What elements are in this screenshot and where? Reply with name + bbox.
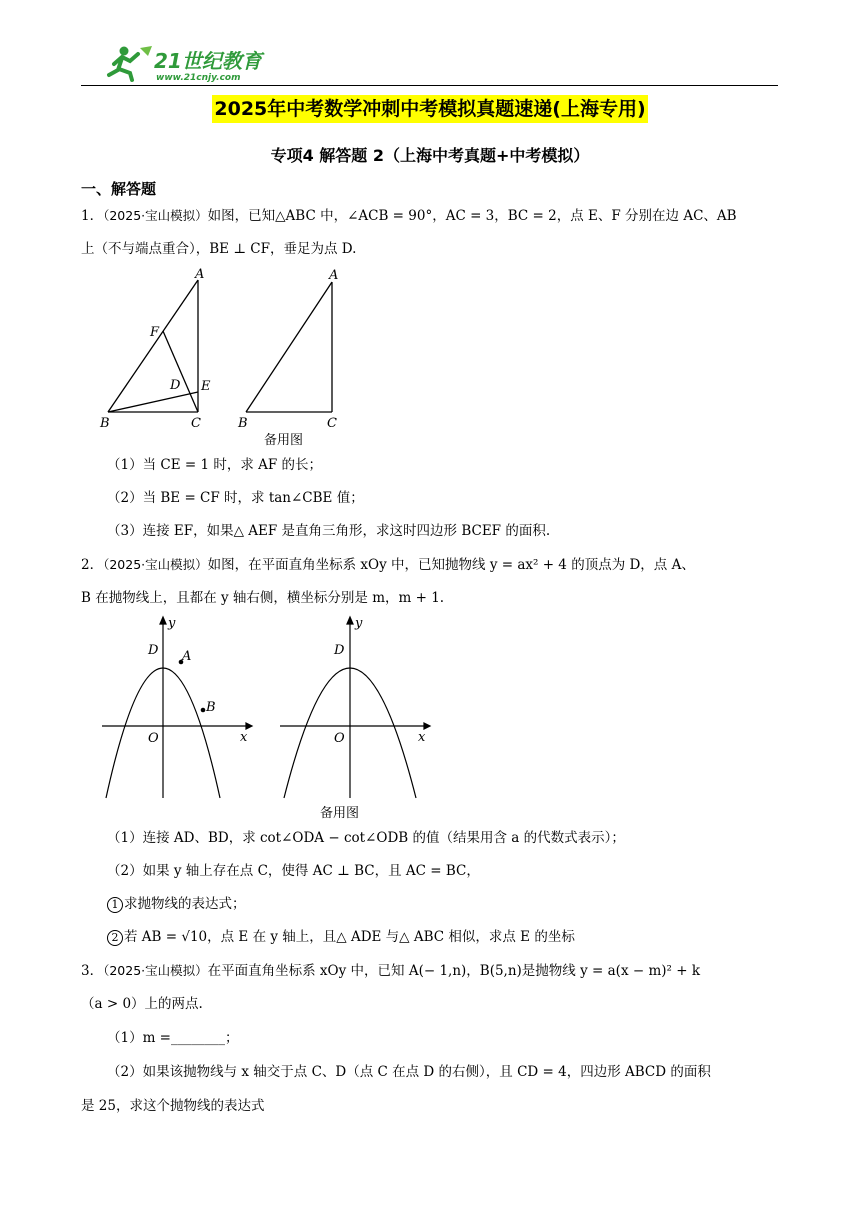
spare-label-B: B: [238, 416, 248, 431]
label-x: x: [240, 730, 248, 745]
label-D: D: [148, 643, 159, 658]
label-C: C: [191, 416, 201, 431]
circled-number: 2: [107, 930, 123, 946]
circled-number: 1: [107, 897, 123, 913]
header-rule: [81, 85, 778, 86]
spare-label-A: A: [329, 268, 339, 283]
q1-line1: 1．（2025·宝山模拟）如图，已知△ABC 中，∠ACB = 90°，AC = 3，BC = 2，点 E、F 分别在边 AC、AB: [81, 208, 737, 224]
q3-last-line: 是 25，求这个抛物线的表达式: [81, 1098, 265, 1114]
x-axis-arrow-icon: [246, 723, 252, 729]
seg-CF: [163, 331, 198, 412]
q1-figure: [96, 264, 222, 432]
spare-label-O: O: [334, 731, 345, 746]
page-title: 2025年中考数学冲刺中考模拟真题速递(上海专用): [212, 95, 647, 123]
q3-line2: （a > 0）上的两点.: [81, 996, 203, 1012]
spare-label-C: C: [327, 416, 337, 431]
point-B: [201, 708, 206, 713]
spare-x-axis-arrow-icon: [424, 723, 430, 729]
label-y: y: [168, 616, 176, 631]
seg-BA: [108, 280, 198, 412]
q2-spare-caption: 备用图: [320, 806, 360, 821]
spare-label-x: x: [418, 730, 426, 745]
q2-sub2: 2 若 AB = √10，点 E 在 y 轴上，且△ ADE 与△ ABC 相似，求点 E 的坐标: [107, 928, 807, 946]
q2-sub1: 1 求抛物线的表达式；: [107, 895, 807, 913]
q2-figure: [96, 614, 256, 800]
logo-mark: 21世纪教育: [154, 49, 262, 73]
spare-y-axis-arrow-icon: [347, 617, 353, 624]
runner-icon: [109, 46, 152, 80]
logo-url: www.21cnjy.com: [156, 73, 241, 83]
label-A: A: [182, 649, 192, 664]
page-subtitle: 专项4 解答题 2（上海中考真题+中考模拟）: [270, 146, 590, 165]
q2-line2: B 在抛物线上，且都在 y 轴右侧，横坐标分别是 m，m + 1.: [81, 590, 445, 606]
q1-spare-figure: [234, 264, 354, 432]
seg-BE: [108, 392, 198, 412]
q2-spare-figure: [274, 614, 434, 800]
q2-line1: 2．（2025·宝山模拟）如图，在平面直角坐标系 xOy 中，已知抛物线 y = ax² + 4 的顶点为 D，点 A、: [81, 557, 695, 573]
spare-label-D: D: [334, 643, 345, 658]
q3-part2: （2）如果该抛物线与 x 轴交于点 C、D（点 C 在点 D 的右侧），且 CD = 4，四边形 ABCD 的面积: [107, 1064, 711, 1080]
q1-part3: （3）连接 EF，如果△ AEF 是直角三角形，求这时四边形 BCEF 的面积.: [107, 523, 551, 539]
q1-part1: （1）当 CE = 1 时，求 AF 的长；: [107, 457, 323, 473]
label-F: F: [150, 325, 160, 340]
label-B: B: [206, 700, 216, 715]
q2-part2: （2）如果 y 轴上存在点 C，使得 AC ⊥ BC，且 AC = BC，: [107, 863, 480, 879]
section-heading: 一、解答题: [81, 180, 157, 198]
q1-spare-caption: 备用图: [264, 433, 304, 448]
label-O: O: [148, 731, 159, 746]
y-axis-arrow-icon: [160, 617, 166, 624]
label-A: A: [195, 267, 205, 282]
label-B: B: [100, 416, 110, 431]
q1-line2: 上（不与端点重合），BE ⊥ CF，垂足为点 D.: [81, 241, 357, 257]
q3-part1: （1）m =________；: [107, 1030, 239, 1046]
q2-part1: （1）连接 AD、BD，求 cot∠ODA − cot∠ODB 的值（结果用含 a 的代数式表示）；: [107, 830, 625, 846]
q3-line1: 3．（2025·宝山模拟）在平面直角坐标系 xOy 中，已知 A(− 1,n)，B(5,n)是抛物线 y = a(x − m)² + k: [81, 963, 701, 979]
q1-part2: （2）当 BE = CF 时，求 tan∠CBE 值；: [107, 490, 364, 506]
spare-label-y: y: [355, 616, 363, 631]
label-E: E: [201, 379, 211, 394]
site-logo: [104, 42, 274, 86]
label-D: D: [170, 378, 181, 393]
